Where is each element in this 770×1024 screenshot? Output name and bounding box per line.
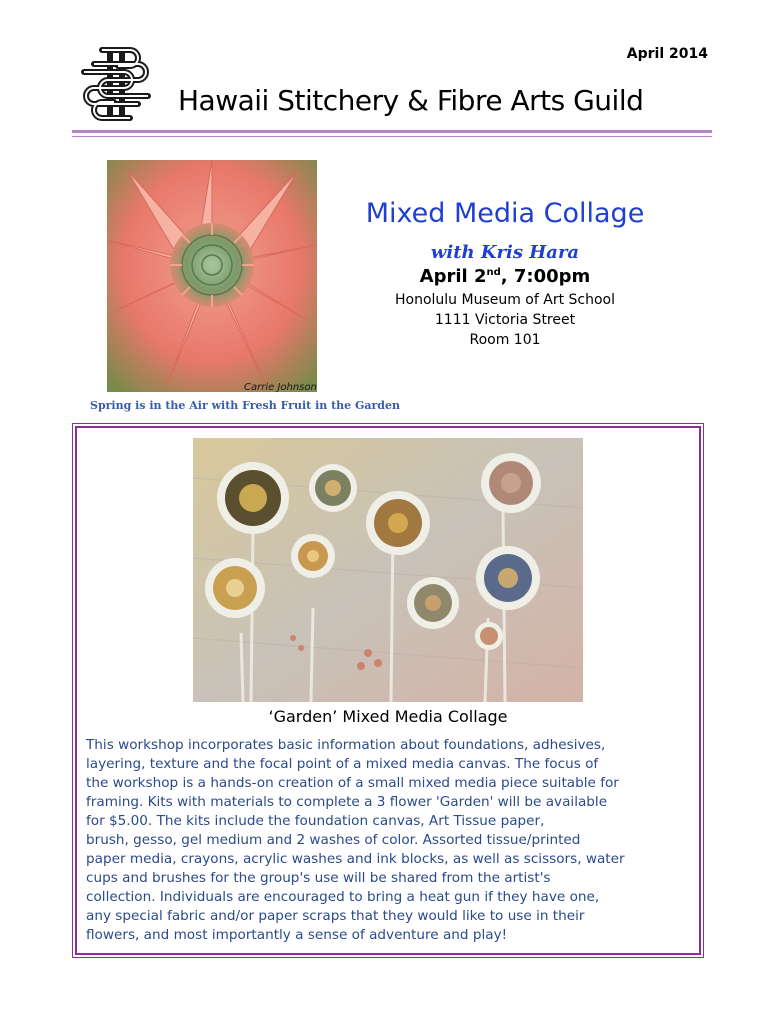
description-line: flowers, and most importantly a sense of adventure and play! [86,927,508,943]
collage-caption: ‘Garden’ Mixed Media Collage [268,707,508,726]
description-line: brush, gesso, gel medium and 2 washes of color. Assorted tissue/printed [86,832,581,848]
header-divider-thin [72,136,712,137]
photo-credit: Carrie Johnson [244,382,317,393]
venue-street: 1111 Victoria Street [434,312,576,328]
garden-collage-image [193,438,583,702]
venue-name: Honolulu Museum of Art School [394,292,616,308]
event-date-suffix: nd [486,267,501,278]
bromeliad-photo [107,160,317,392]
page-title: Hawaii Stitchery & Fibre Arts Guild [178,84,644,117]
description-line: This workshop incorporates basic information about foundations, adhesives, [86,737,606,753]
description-line: framing. Kits with materials to complete a 3 flower 'Garden' will be available [86,794,608,810]
venue-room: Room 101 [469,332,541,348]
description-line: any special fabric and/or paper scraps that they would like to use in their [86,908,585,924]
description-line: layering, texture and the focal point of a mixed media canvas. The focus of [86,756,599,772]
description-line: paper media, crayons, acrylic washes and ink blocks, as well as scissors, water [86,851,625,867]
event-date-time: , 7:00pm [500,266,591,287]
description-line: the workshop is a hands-on creation of a small mixed media piece suitable for [86,775,619,791]
issue-date: April 2014 [626,46,708,62]
description-line: collection. Individuals are encouraged to bring a heat gun if they have one, [86,889,600,905]
event-title: Mixed Media Collage [365,198,645,229]
event-date-day: April 2 [419,266,487,287]
description-line: cups and brushes for the group's use will be shared from the artist's [86,870,551,886]
feature-caption: Spring is in the Air with Fresh Fruit in the Garden [90,399,400,412]
workshop-description [86,736,696,945]
guild-logo-icon [72,42,160,126]
event-presenter: with Kris Hara [430,242,580,263]
event-date [340,266,670,287]
description-line: for $5.00. The kits include the foundation canvas, Art Tissue paper, [86,813,545,829]
header-divider [72,130,712,133]
